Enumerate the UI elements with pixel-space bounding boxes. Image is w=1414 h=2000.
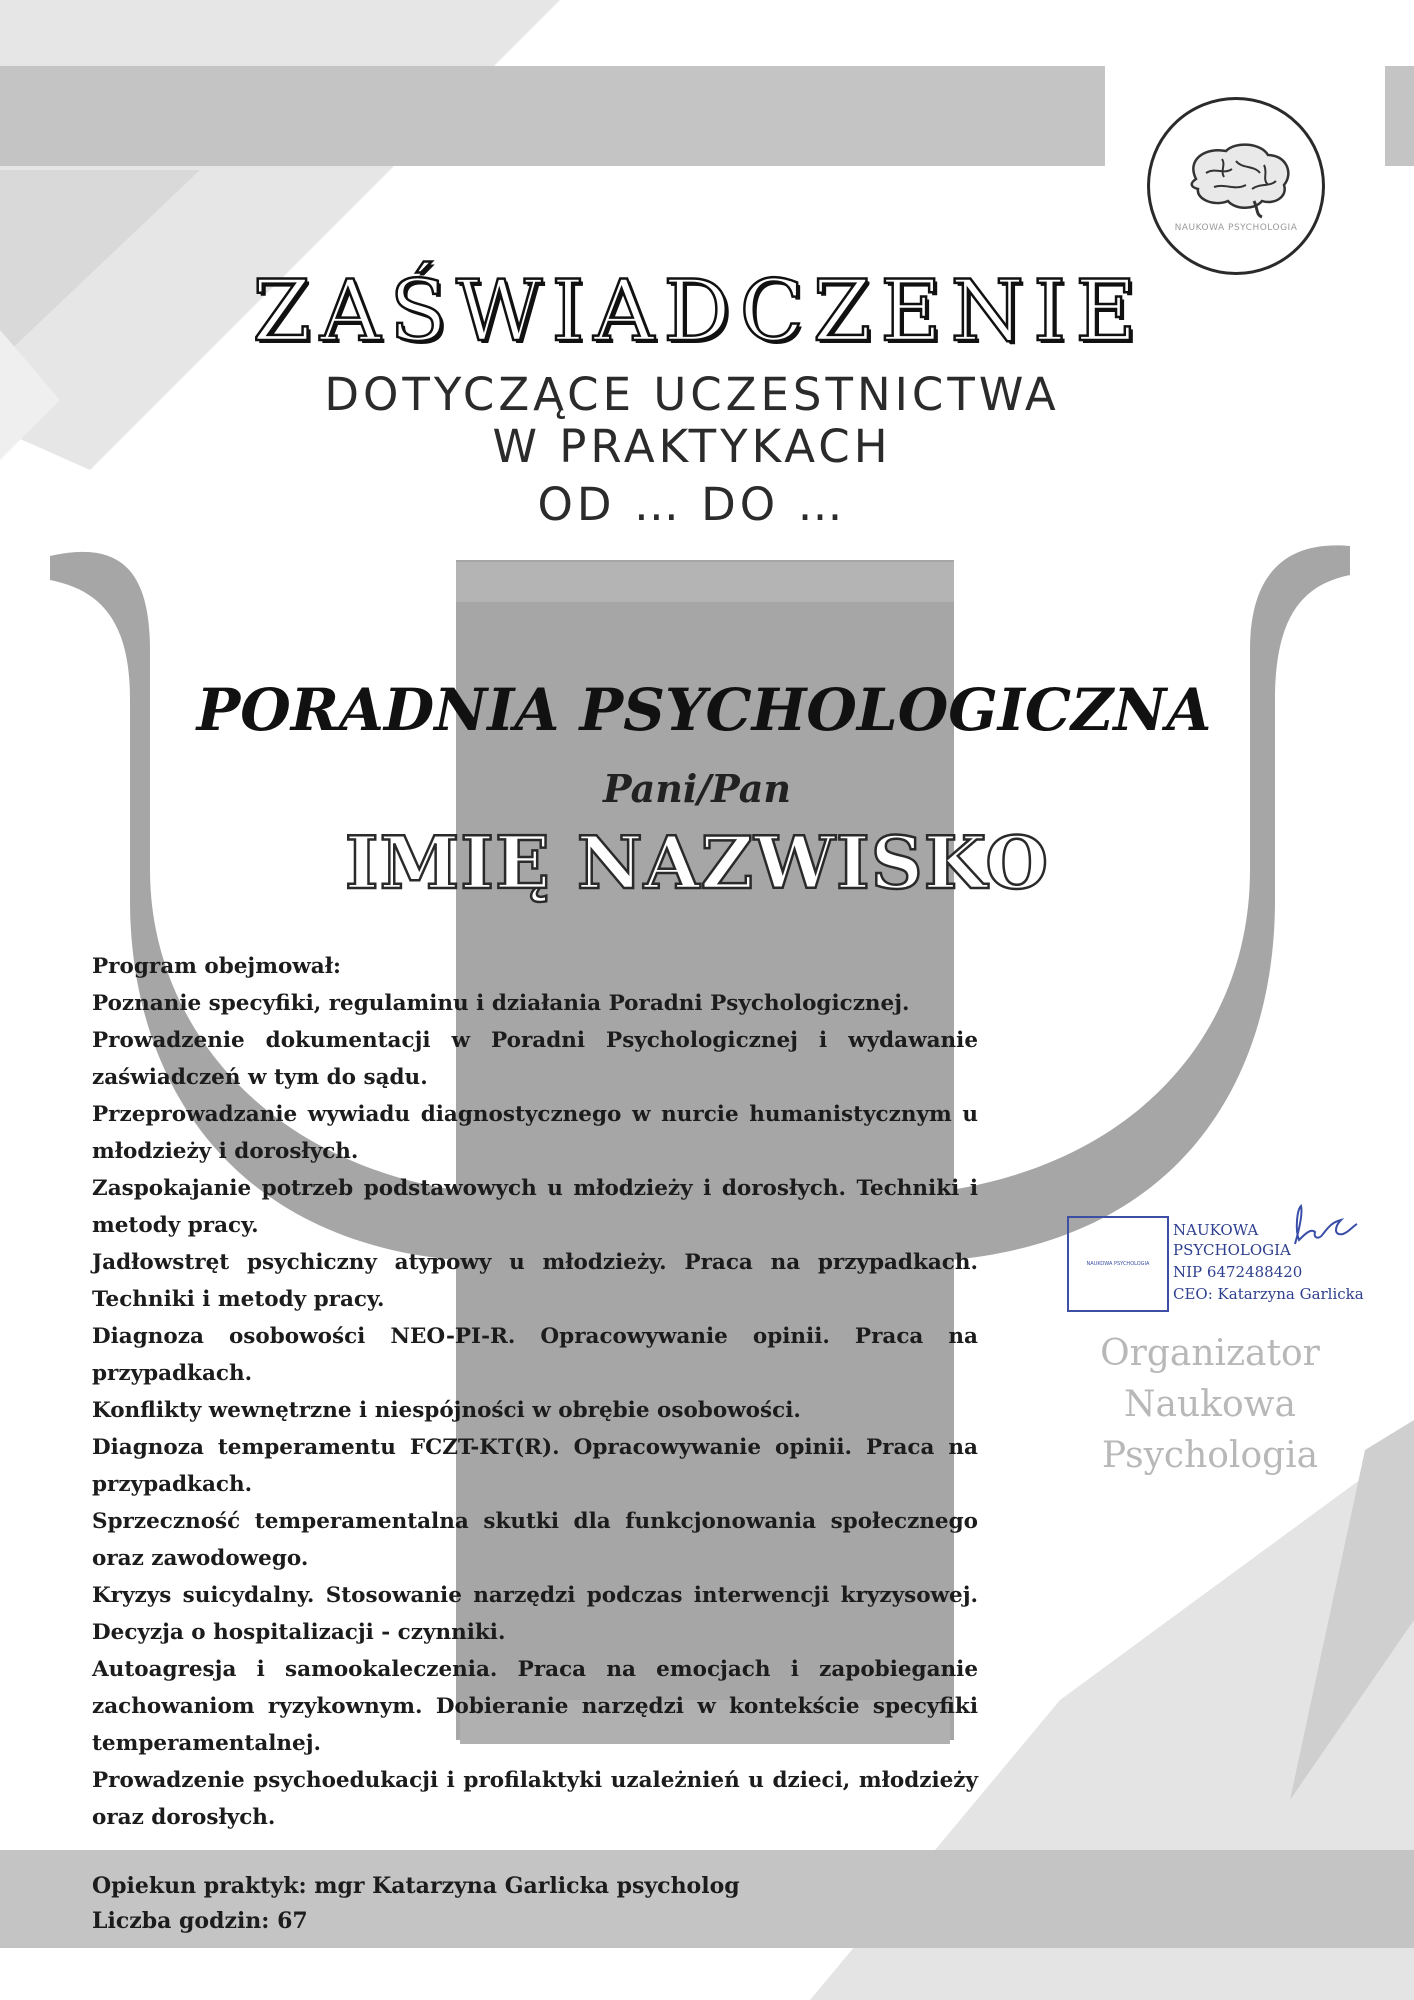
hours-line: Liczba godzin: 67 <box>92 1908 308 1934</box>
stamp-line-2: PSYCHOLOGIA <box>1173 1241 1291 1259</box>
document-title: ZAŚWIADCZENIE <box>252 262 1146 360</box>
subtitle-line-1: DOTYCZĄCE UCZESTNICTWA <box>324 368 1060 421</box>
program-item: Zaspokajanie potrzeb podstawowych u młodzieży i dorosłych. Techniki i metody pracy. <box>92 1176 978 1238</box>
program-item: Przeprowadzanie wywiadu diagnostycznego w nurcie humanistycznym u młodzieży i dorosłych. <box>92 1102 978 1164</box>
program-item: Diagnoza temperamentu FCZT-KT(R). Opracowywanie opinii. Praca na przypadkach. <box>92 1435 978 1497</box>
organizer-label <box>1080 1328 1340 1481</box>
program-section <box>92 948 978 1836</box>
salutation: Pani/Pan <box>603 766 791 811</box>
organizer-line-1: Organizator <box>1100 1333 1320 1374</box>
stamp-line-3: NIP 6472488420 <box>1173 1263 1303 1281</box>
institution-name: PORADNIA PSYCHOLOGICZNA <box>196 676 1212 744</box>
subtitle-line-3: OD … DO … <box>537 478 847 531</box>
logo-circle <box>1147 97 1325 275</box>
brain-icon <box>1176 139 1296 219</box>
program-item: Kryzys suicydalny. Stosowanie narzędzi podczas interwencji kryzysowej. Decyzja o hospitalizacji - czynniki. <box>92 1583 978 1645</box>
company-stamp <box>1067 1216 1364 1316</box>
organizer-line-2: Naukowa <box>1124 1384 1296 1425</box>
program-item: Prowadzenie dokumentacji w Poradni Psychologicznej i wydawanie zaświadczeń w tym do sądu. <box>92 1028 978 1090</box>
stamp-box <box>1067 1216 1169 1312</box>
logo-caption: NAUKOWA PSYCHOLOGIA <box>1174 223 1298 233</box>
program-item: Autoagresja i samookaleczenia. Praca na emocjach i zapobieganie zachowaniom ryzykownym. Dobieranie narzędzi w kontekście specyfiki temperamentalnej. <box>92 1657 978 1756</box>
stamp-line-4: CEO: Katarzyna Garlicka <box>1173 1285 1364 1303</box>
program-item: Konflikty wewnętrzne i niespójności w obrębie osobowości. <box>92 1398 801 1423</box>
participant-name: IMIĘ NAZWISKO <box>344 820 1050 905</box>
program-item: Jadłowstręt psychiczny atypowy u młodzieży. Praca na przypadkach. Techniki i metody pracy. <box>92 1250 978 1312</box>
program-item: Poznanie specyfiki, regulaminu i działania Poradni Psychologicznej. <box>92 991 910 1016</box>
signature <box>1285 1200 1365 1250</box>
program-heading: Program obejmował: <box>92 954 341 979</box>
program-item: Sprzeczność temperamentalna skutki dla funkcjonowania społecznego oraz zawodowego. <box>92 1509 978 1571</box>
program-item: Prowadzenie psychoedukacji i profilaktyki uzależnień u dzieci, młodzieży oraz dorosłych. <box>92 1768 978 1830</box>
stamp-box-text: NAUKOWA PSYCHOLOGIA <box>1086 1261 1150 1267</box>
logo <box>1133 98 1339 274</box>
organizer-line-3: Psychologia <box>1101 1435 1319 1476</box>
supervisor-line: Opiekun praktyk: mgr Katarzyna Garlicka psycholog <box>92 1873 740 1899</box>
subtitle-line-2: W PRAKTYKACH <box>492 420 892 473</box>
program-item: Diagnoza osobowości NEO-PI-R. Opracowywanie opinii. Praca na przypadkach. <box>92 1324 978 1386</box>
stamp-line-1: NAUKOWA <box>1173 1221 1259 1239</box>
